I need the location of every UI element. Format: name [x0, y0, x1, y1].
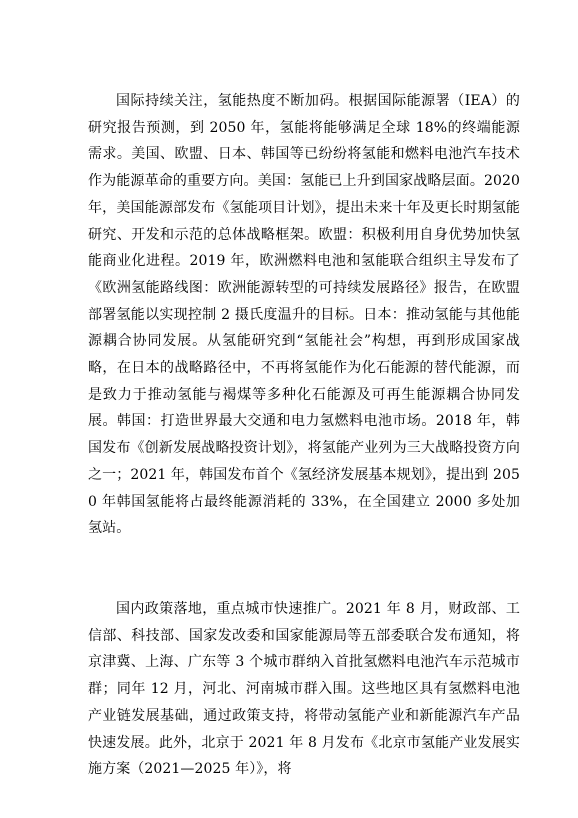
paragraph-international-hydrogen: 国际持续关注，氢能热度不断加码。根据国际能源署（IEA）的研究报告预测，到 2050 年，氢能将能够满足全球 18%的终端能源需求。美国、欧盟、日本、韩国等已纷纷将氢能和燃料电池汽车技术作为能源革命的重要方向。美国：氢能已上升到国家战略层面。2020 年，美国能源部发布《氢能项目计划》，提出未来十年及更长时期氢能研究、开发和示范的总体战略框架。欧盟：积极利用自身优势加快氢能商业化进程。2019 年，欧洲燃料电池和氢能联合组织主导发布了《欧洲氢能路线图：欧洲能源转型的可持续发展路径》报告，在欧盟部署氢能以实现控制 2 摄氏度温升的目标。日本：推动氢能与其他能源耦合协同发展。从氢能研究到“氢能社会”构想，再到形成国家战略，在日本的战略路径中，不再将氢能作为化石能源的替代能源，而是致力于推动氢能与褐煤等多种化石能源及可再生能源耦合协同发展。韩国：打造世界最大交通和电力氢燃料电池市场。2018 年，韩国发布《创新发展战略投资计划》，将氢能产业列为三大战略投资方向之一；2021 年，韩国发布首个《氢经济发展基本规划》，提出到 2050 年韩国氢能将占最终能源消耗的 33%，在全国建立 2000 多处加氢站。: [88, 93, 520, 537]
paragraph-domestic-policy: 国内政策落地，重点城市快速推广。2021 年 8 月，财政部、工信部、科技部、国家发改委和国家能源局等五部委联合发布通知，将京津冀、上海、广东等 3 个城市群纳入首批氢燃料电池汽车示范城市群；同年 12 月，河北、河南城市群入围。这些地区具有氢燃料电池产业链发展基础，通过政策支持，将带动氢能产业和新能源汽车产品快速发展。此外，北京于 2021 年 8 月发布《北京市氢能产业发展实施方案（2021—2025 年）》，将: [88, 601, 520, 778]
